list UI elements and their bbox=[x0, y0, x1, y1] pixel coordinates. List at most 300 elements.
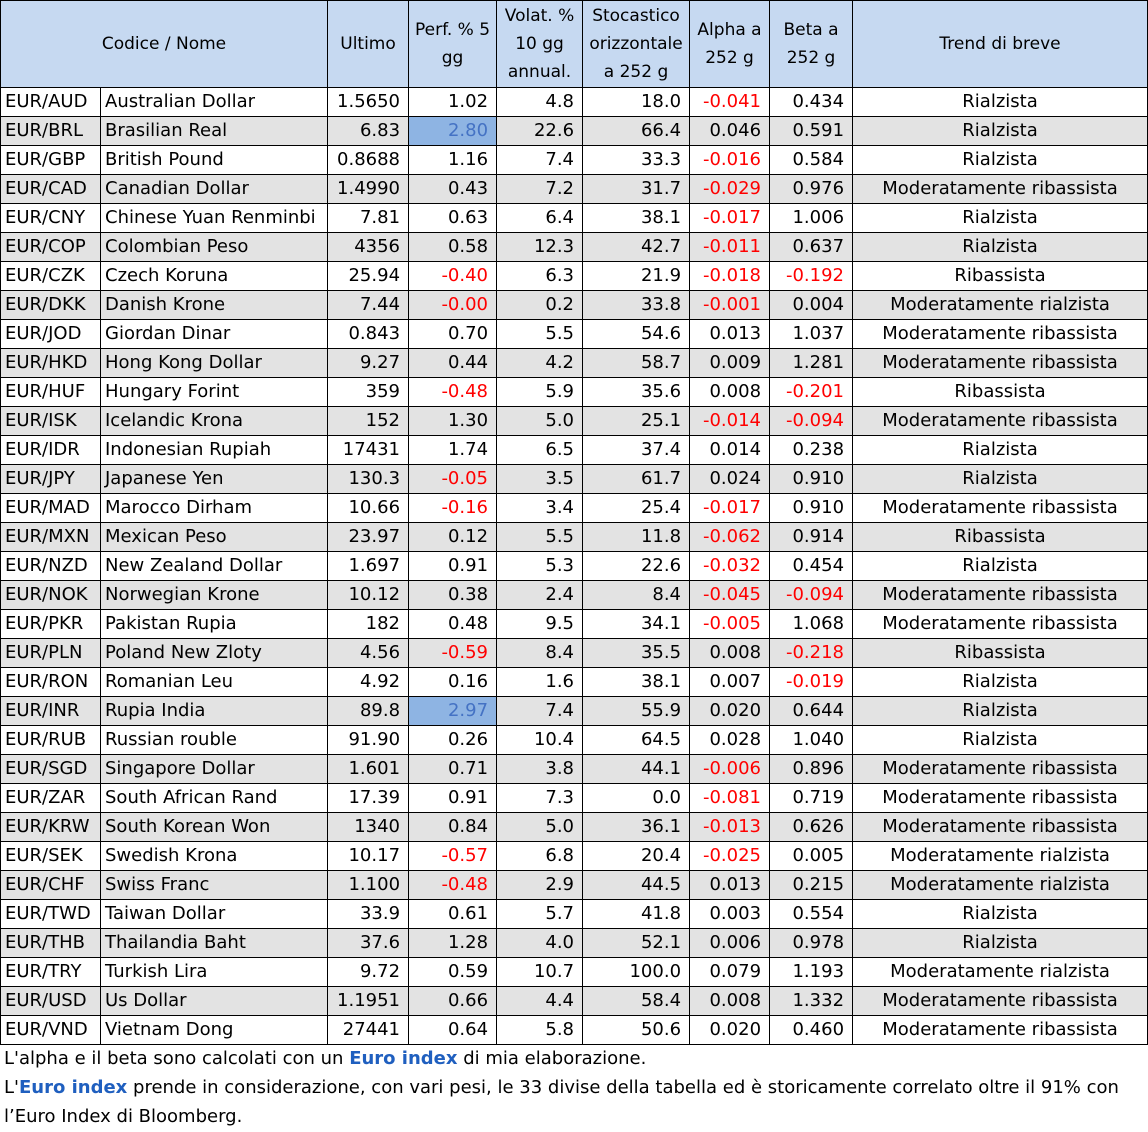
cell-last: 37.6 bbox=[328, 929, 409, 958]
cell-code: EUR/NOK bbox=[1, 581, 101, 610]
table-row bbox=[1, 552, 1148, 581]
cell-volat: 8.4 bbox=[497, 639, 583, 668]
cell-alpha: 0.003 bbox=[690, 900, 770, 929]
cell-stoch: 20.4 bbox=[583, 842, 690, 871]
cell-code: EUR/HKD bbox=[1, 349, 101, 378]
cell-stoch: 33.3 bbox=[583, 146, 690, 175]
cell-name: Icelandic Krona bbox=[101, 407, 328, 436]
cell-alpha: -0.032 bbox=[690, 552, 770, 581]
cell-beta: 0.004 bbox=[770, 291, 853, 320]
cell-volat: 4.4 bbox=[497, 987, 583, 1016]
cell-perf: -0.48 bbox=[409, 871, 497, 900]
cell-name: Vietnam Dong bbox=[101, 1016, 328, 1045]
cell-volat: 6.5 bbox=[497, 436, 583, 465]
cell-beta: 0.719 bbox=[770, 784, 853, 813]
table-row bbox=[1, 1016, 1148, 1045]
cell-name: Australian Dollar bbox=[101, 88, 328, 117]
cell-name: Hungary Forint bbox=[101, 378, 328, 407]
cell-alpha: -0.045 bbox=[690, 581, 770, 610]
cell-beta: 0.215 bbox=[770, 871, 853, 900]
cell-stoch: 61.7 bbox=[583, 465, 690, 494]
cell-beta: -0.019 bbox=[770, 668, 853, 697]
cell-beta: -0.094 bbox=[770, 407, 853, 436]
note-1-text-a: L'alpha e il beta sono calcolati con un bbox=[4, 1048, 350, 1069]
cell-alpha: 0.006 bbox=[690, 929, 770, 958]
cell-stoch: 31.7 bbox=[583, 175, 690, 204]
cell-stoch: 21.9 bbox=[583, 262, 690, 291]
cell-name: Japanese Yen bbox=[101, 465, 328, 494]
cell-code: EUR/THB bbox=[1, 929, 101, 958]
cell-alpha: 0.028 bbox=[690, 726, 770, 755]
cell-name: Marocco Dirham bbox=[101, 494, 328, 523]
cell-beta: 1.037 bbox=[770, 320, 853, 349]
cell-stoch: 25.4 bbox=[583, 494, 690, 523]
cell-trend: Rialzista bbox=[853, 88, 1148, 117]
cell-name: Romanian Leu bbox=[101, 668, 328, 697]
cell-alpha: 0.024 bbox=[690, 465, 770, 494]
cell-alpha: 0.013 bbox=[690, 871, 770, 900]
header-row bbox=[1, 1, 1148, 88]
note-1-text-b: di mia elaborazione. bbox=[457, 1048, 647, 1069]
table-row bbox=[1, 871, 1148, 900]
cell-volat: 10.7 bbox=[497, 958, 583, 987]
cell-perf: 0.44 bbox=[409, 349, 497, 378]
table-row bbox=[1, 262, 1148, 291]
cell-trend: Rialzista bbox=[853, 233, 1148, 262]
cell-volat: 1.6 bbox=[497, 668, 583, 697]
cell-volat: 7.4 bbox=[497, 146, 583, 175]
cell-code: EUR/TWD bbox=[1, 900, 101, 929]
cell-last: 1.601 bbox=[328, 755, 409, 784]
cell-perf: 0.12 bbox=[409, 523, 497, 552]
cell-alpha: -0.081 bbox=[690, 784, 770, 813]
cell-last: 4.56 bbox=[328, 639, 409, 668]
cell-code: EUR/TRY bbox=[1, 958, 101, 987]
cell-alpha: 0.013 bbox=[690, 320, 770, 349]
cell-volat: 7.4 bbox=[497, 697, 583, 726]
cell-alpha: -0.016 bbox=[690, 146, 770, 175]
table-row bbox=[1, 204, 1148, 233]
cell-trend: Moderatamente ribassista bbox=[853, 1016, 1148, 1045]
cell-name: Pakistan Rupia bbox=[101, 610, 328, 639]
table-row bbox=[1, 697, 1148, 726]
cell-volat: 4.8 bbox=[497, 88, 583, 117]
table-row bbox=[1, 320, 1148, 349]
table-row bbox=[1, 436, 1148, 465]
cell-name: Singapore Dollar bbox=[101, 755, 328, 784]
cell-trend: Rialzista bbox=[853, 552, 1148, 581]
cell-alpha: 0.009 bbox=[690, 349, 770, 378]
note-1-keyword: Euro index bbox=[349, 1048, 458, 1069]
table-row bbox=[1, 117, 1148, 146]
table-row bbox=[1, 407, 1148, 436]
cell-name: Hong Kong Dollar bbox=[101, 349, 328, 378]
cell-volat: 4.0 bbox=[497, 929, 583, 958]
cell-last: 1.100 bbox=[328, 871, 409, 900]
cell-beta: 1.068 bbox=[770, 610, 853, 639]
cell-alpha: -0.005 bbox=[690, 610, 770, 639]
cell-last: 4.92 bbox=[328, 668, 409, 697]
table-row bbox=[1, 813, 1148, 842]
header-alpha: Alpha a 252 g bbox=[690, 1, 770, 88]
cell-perf: -0.48 bbox=[409, 378, 497, 407]
cell-last: 4356 bbox=[328, 233, 409, 262]
cell-stoch: 58.7 bbox=[583, 349, 690, 378]
cell-code: EUR/CNY bbox=[1, 204, 101, 233]
cell-name: Russian rouble bbox=[101, 726, 328, 755]
cell-code: EUR/MAD bbox=[1, 494, 101, 523]
cell-name: Us Dollar bbox=[101, 987, 328, 1016]
cell-name: Canadian Dollar bbox=[101, 175, 328, 204]
cell-last: 7.44 bbox=[328, 291, 409, 320]
cell-perf: 1.28 bbox=[409, 929, 497, 958]
cell-name: Norwegian Krone bbox=[101, 581, 328, 610]
cell-perf: 1.30 bbox=[409, 407, 497, 436]
cell-name: New Zealand Dollar bbox=[101, 552, 328, 581]
cell-alpha: 0.007 bbox=[690, 668, 770, 697]
cell-code: EUR/PKR bbox=[1, 610, 101, 639]
cell-trend: Moderatamente ribassista bbox=[853, 494, 1148, 523]
cell-trend: Rialzista bbox=[853, 117, 1148, 146]
cell-stoch: 22.6 bbox=[583, 552, 690, 581]
cell-stoch: 18.0 bbox=[583, 88, 690, 117]
header-stoch: Stocastico orizzontale a 252 g bbox=[583, 1, 690, 88]
cell-trend: Moderatamente ribassista bbox=[853, 407, 1148, 436]
table-row bbox=[1, 726, 1148, 755]
note-2-text-b: prende in considerazione, con vari pesi, le 33 divise della tabella ed è storicamente correlato oltre il 91% con l’Euro Index di Bloomberg. bbox=[4, 1077, 1119, 1127]
cell-beta: 0.896 bbox=[770, 755, 853, 784]
cell-stoch: 38.1 bbox=[583, 204, 690, 233]
cell-last: 17.39 bbox=[328, 784, 409, 813]
cell-name: Danish Krone bbox=[101, 291, 328, 320]
cell-name: Rupia India bbox=[101, 697, 328, 726]
footnotes bbox=[4, 1044, 1144, 1131]
table-row bbox=[1, 581, 1148, 610]
cell-code: EUR/INR bbox=[1, 697, 101, 726]
table-row bbox=[1, 987, 1148, 1016]
cell-name: Thailandia Baht bbox=[101, 929, 328, 958]
cell-stoch: 55.9 bbox=[583, 697, 690, 726]
cell-volat: 6.4 bbox=[497, 204, 583, 233]
cell-volat: 5.0 bbox=[497, 407, 583, 436]
cell-trend: Rialzista bbox=[853, 146, 1148, 175]
cell-beta: -0.192 bbox=[770, 262, 853, 291]
cell-trend: Moderatamente ribassista bbox=[853, 755, 1148, 784]
cell-beta: 1.332 bbox=[770, 987, 853, 1016]
cell-alpha: -0.018 bbox=[690, 262, 770, 291]
cell-perf: -0.59 bbox=[409, 639, 497, 668]
cell-last: 1.5650 bbox=[328, 88, 409, 117]
cell-volat: 5.0 bbox=[497, 813, 583, 842]
cell-volat: 9.5 bbox=[497, 610, 583, 639]
cell-perf: 0.64 bbox=[409, 1016, 497, 1045]
cell-beta: 0.584 bbox=[770, 146, 853, 175]
cell-beta: 0.005 bbox=[770, 842, 853, 871]
cell-last: 89.8 bbox=[328, 697, 409, 726]
cell-trend: Rialzista bbox=[853, 204, 1148, 233]
cell-name: Swiss Franc bbox=[101, 871, 328, 900]
header-perf: Perf. % 5 gg bbox=[409, 1, 497, 88]
cell-alpha: -0.017 bbox=[690, 204, 770, 233]
cell-perf: 2.80 bbox=[409, 117, 497, 146]
cell-stoch: 44.1 bbox=[583, 755, 690, 784]
cell-beta: 0.626 bbox=[770, 813, 853, 842]
table-row bbox=[1, 88, 1148, 117]
cell-last: 1.697 bbox=[328, 552, 409, 581]
cell-last: 1340 bbox=[328, 813, 409, 842]
table-row bbox=[1, 610, 1148, 639]
cell-code: EUR/AUD bbox=[1, 88, 101, 117]
note-2-keyword: Euro index bbox=[18, 1077, 128, 1098]
table-row bbox=[1, 523, 1148, 552]
cell-code: EUR/HUF bbox=[1, 378, 101, 407]
table-row bbox=[1, 755, 1148, 784]
cell-trend: Ribassista bbox=[853, 523, 1148, 552]
cell-last: 359 bbox=[328, 378, 409, 407]
cell-beta: 0.637 bbox=[770, 233, 853, 262]
cell-perf: -0.57 bbox=[409, 842, 497, 871]
cell-alpha: -0.025 bbox=[690, 842, 770, 871]
cell-beta: 0.460 bbox=[770, 1016, 853, 1045]
cell-alpha: 0.046 bbox=[690, 117, 770, 146]
cell-volat: 5.5 bbox=[497, 320, 583, 349]
cell-stoch: 41.8 bbox=[583, 900, 690, 929]
cell-code: EUR/MXN bbox=[1, 523, 101, 552]
cell-trend: Moderatamente ribassista bbox=[853, 320, 1148, 349]
cell-beta: 0.591 bbox=[770, 117, 853, 146]
cell-trend: Moderatamente rialzista bbox=[853, 842, 1148, 871]
cell-trend: Moderatamente rialzista bbox=[853, 871, 1148, 900]
table-row bbox=[1, 291, 1148, 320]
cell-beta: 0.434 bbox=[770, 88, 853, 117]
table-row bbox=[1, 349, 1148, 378]
cell-trend: Rialzista bbox=[853, 668, 1148, 697]
cell-stoch: 66.4 bbox=[583, 117, 690, 146]
cell-code: EUR/JOD bbox=[1, 320, 101, 349]
cell-beta: -0.201 bbox=[770, 378, 853, 407]
cell-perf: -0.05 bbox=[409, 465, 497, 494]
cell-alpha: -0.001 bbox=[690, 291, 770, 320]
cell-perf: 2.97 bbox=[409, 697, 497, 726]
cell-volat: 4.2 bbox=[497, 349, 583, 378]
cell-beta: -0.218 bbox=[770, 639, 853, 668]
table-body bbox=[1, 88, 1148, 1045]
cell-stoch: 58.4 bbox=[583, 987, 690, 1016]
cell-beta: 0.910 bbox=[770, 465, 853, 494]
cell-name: Chinese Yuan Renminbi bbox=[101, 204, 328, 233]
cell-trend: Moderatamente ribassista bbox=[853, 581, 1148, 610]
cell-volat: 3.8 bbox=[497, 755, 583, 784]
cell-last: 1.1951 bbox=[328, 987, 409, 1016]
cell-name: British Pound bbox=[101, 146, 328, 175]
cell-last: 10.17 bbox=[328, 842, 409, 871]
cell-trend: Rialzista bbox=[853, 436, 1148, 465]
cell-alpha: -0.014 bbox=[690, 407, 770, 436]
cell-volat: 5.7 bbox=[497, 900, 583, 929]
table-row bbox=[1, 929, 1148, 958]
cell-name: Swedish Krona bbox=[101, 842, 328, 871]
cell-trend: Moderatamente ribassista bbox=[853, 784, 1148, 813]
cell-perf: -0.00 bbox=[409, 291, 497, 320]
cell-code: EUR/BRL bbox=[1, 117, 101, 146]
cell-volat: 5.5 bbox=[497, 523, 583, 552]
cell-trend: Rialzista bbox=[853, 726, 1148, 755]
cell-beta: 0.644 bbox=[770, 697, 853, 726]
cell-trend: Moderatamente ribassista bbox=[853, 813, 1148, 842]
cell-alpha: -0.006 bbox=[690, 755, 770, 784]
cell-code: EUR/IDR bbox=[1, 436, 101, 465]
header-trend: Trend di breve bbox=[853, 1, 1148, 88]
cell-alpha: -0.013 bbox=[690, 813, 770, 842]
cell-trend: Rialzista bbox=[853, 697, 1148, 726]
cell-last: 0.843 bbox=[328, 320, 409, 349]
cell-perf: 0.70 bbox=[409, 320, 497, 349]
cell-trend: Ribassista bbox=[853, 262, 1148, 291]
cell-perf: 0.26 bbox=[409, 726, 497, 755]
cell-perf: 0.91 bbox=[409, 784, 497, 813]
cell-name: Giordan Dinar bbox=[101, 320, 328, 349]
cell-stoch: 54.6 bbox=[583, 320, 690, 349]
cell-alpha: -0.017 bbox=[690, 494, 770, 523]
cell-stoch: 25.1 bbox=[583, 407, 690, 436]
cell-last: 9.72 bbox=[328, 958, 409, 987]
cell-beta: 0.910 bbox=[770, 494, 853, 523]
cell-name: South Korean Won bbox=[101, 813, 328, 842]
cell-code: EUR/JPY bbox=[1, 465, 101, 494]
cell-trend: Moderatamente rialzista bbox=[853, 958, 1148, 987]
cell-trend: Moderatamente ribassista bbox=[853, 987, 1148, 1016]
cell-volat: 0.2 bbox=[497, 291, 583, 320]
cell-beta: 0.554 bbox=[770, 900, 853, 929]
cell-beta: 0.454 bbox=[770, 552, 853, 581]
cell-volat: 22.6 bbox=[497, 117, 583, 146]
cell-stoch: 8.4 bbox=[583, 581, 690, 610]
table-row bbox=[1, 900, 1148, 929]
cell-perf: 0.63 bbox=[409, 204, 497, 233]
cell-stoch: 37.4 bbox=[583, 436, 690, 465]
cell-perf: 0.43 bbox=[409, 175, 497, 204]
cell-last: 0.8688 bbox=[328, 146, 409, 175]
cell-alpha: -0.029 bbox=[690, 175, 770, 204]
cell-beta: 1.006 bbox=[770, 204, 853, 233]
cell-last: 7.81 bbox=[328, 204, 409, 233]
cell-code: EUR/GBP bbox=[1, 146, 101, 175]
cell-last: 182 bbox=[328, 610, 409, 639]
table-row bbox=[1, 958, 1148, 987]
cell-trend: Moderatamente ribassista bbox=[853, 610, 1148, 639]
cell-code: EUR/NZD bbox=[1, 552, 101, 581]
cell-stoch: 42.7 bbox=[583, 233, 690, 262]
cell-alpha: -0.062 bbox=[690, 523, 770, 552]
cell-volat: 5.3 bbox=[497, 552, 583, 581]
cell-name: Mexican Peso bbox=[101, 523, 328, 552]
cell-perf: 0.71 bbox=[409, 755, 497, 784]
cell-name: Colombian Peso bbox=[101, 233, 328, 262]
cell-perf: 0.16 bbox=[409, 668, 497, 697]
cell-last: 130.3 bbox=[328, 465, 409, 494]
cell-last: 91.90 bbox=[328, 726, 409, 755]
cell-volat: 3.4 bbox=[497, 494, 583, 523]
cell-code: EUR/VND bbox=[1, 1016, 101, 1045]
table-row bbox=[1, 465, 1148, 494]
cell-perf: -0.40 bbox=[409, 262, 497, 291]
cell-code: EUR/RON bbox=[1, 668, 101, 697]
cell-alpha: 0.079 bbox=[690, 958, 770, 987]
cell-beta: -0.094 bbox=[770, 581, 853, 610]
cell-trend: Rialzista bbox=[853, 900, 1148, 929]
cell-code: EUR/DKK bbox=[1, 291, 101, 320]
cell-alpha: 0.020 bbox=[690, 697, 770, 726]
cell-volat: 12.3 bbox=[497, 233, 583, 262]
cell-volat: 2.4 bbox=[497, 581, 583, 610]
cell-perf: 1.02 bbox=[409, 88, 497, 117]
cell-name: Taiwan Dollar bbox=[101, 900, 328, 929]
cell-perf: 0.59 bbox=[409, 958, 497, 987]
cell-beta: 1.193 bbox=[770, 958, 853, 987]
cell-name: Poland New Zloty bbox=[101, 639, 328, 668]
cell-trend: Moderatamente rialzista bbox=[853, 291, 1148, 320]
cell-volat: 2.9 bbox=[497, 871, 583, 900]
cell-trend: Moderatamente ribassista bbox=[853, 175, 1148, 204]
cell-perf: 0.48 bbox=[409, 610, 497, 639]
cell-last: 152 bbox=[328, 407, 409, 436]
cell-trend: Ribassista bbox=[853, 378, 1148, 407]
note-2-text-a: L' bbox=[4, 1077, 19, 1098]
cell-stoch: 11.8 bbox=[583, 523, 690, 552]
cell-code: EUR/PLN bbox=[1, 639, 101, 668]
table-row bbox=[1, 146, 1148, 175]
cell-code: EUR/SEK bbox=[1, 842, 101, 871]
cell-beta: 0.914 bbox=[770, 523, 853, 552]
cell-name: Turkish Lira bbox=[101, 958, 328, 987]
header-last: Ultimo bbox=[328, 1, 409, 88]
cell-code: EUR/CHF bbox=[1, 871, 101, 900]
cell-stoch: 35.5 bbox=[583, 639, 690, 668]
cell-stoch: 0.0 bbox=[583, 784, 690, 813]
cell-stoch: 34.1 bbox=[583, 610, 690, 639]
cell-alpha: -0.011 bbox=[690, 233, 770, 262]
header-code-name: Codice / Nome bbox=[1, 1, 328, 88]
table-row bbox=[1, 233, 1148, 262]
table-row bbox=[1, 639, 1148, 668]
cell-last: 27441 bbox=[328, 1016, 409, 1045]
cell-volat: 5.9 bbox=[497, 378, 583, 407]
cell-name: Brasilian Real bbox=[101, 117, 328, 146]
cell-beta: 1.040 bbox=[770, 726, 853, 755]
cell-code: EUR/CZK bbox=[1, 262, 101, 291]
cell-perf: 0.38 bbox=[409, 581, 497, 610]
cell-last: 25.94 bbox=[328, 262, 409, 291]
header-beta: Beta a 252 g bbox=[770, 1, 853, 88]
cell-code: EUR/COP bbox=[1, 233, 101, 262]
cell-code: EUR/ISK bbox=[1, 407, 101, 436]
cell-code: EUR/SGD bbox=[1, 755, 101, 784]
cell-code: EUR/USD bbox=[1, 987, 101, 1016]
cell-stoch: 100.0 bbox=[583, 958, 690, 987]
table-row bbox=[1, 175, 1148, 204]
cell-beta: 0.978 bbox=[770, 929, 853, 958]
header-volat: Volat. % 10 gg annual. bbox=[497, 1, 583, 88]
cell-alpha: 0.008 bbox=[690, 639, 770, 668]
cell-alpha: 0.014 bbox=[690, 436, 770, 465]
cell-stoch: 52.1 bbox=[583, 929, 690, 958]
cell-trend: Rialzista bbox=[853, 929, 1148, 958]
cell-code: EUR/KRW bbox=[1, 813, 101, 842]
cell-perf: 0.84 bbox=[409, 813, 497, 842]
cell-stoch: 44.5 bbox=[583, 871, 690, 900]
table-row bbox=[1, 668, 1148, 697]
cell-stoch: 36.1 bbox=[583, 813, 690, 842]
